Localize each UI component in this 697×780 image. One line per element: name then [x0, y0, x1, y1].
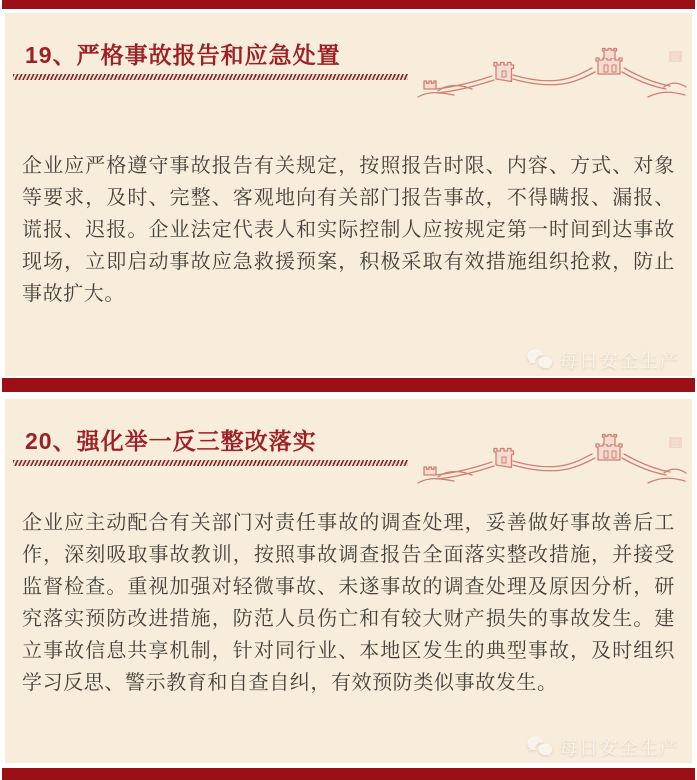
section-20-heading	[25, 423, 317, 456]
hatch-divider	[13, 74, 408, 80]
section-title: 严格事故报告和应急处置	[76, 42, 341, 68]
great-wall-illustration	[416, 429, 688, 493]
section-19-heading	[25, 37, 341, 70]
watermark-text: 每日安全生产	[558, 738, 679, 759]
bottom-red-divider-bar	[2, 768, 695, 780]
section-19-card	[5, 13, 692, 376]
section-number: 19、	[25, 42, 77, 68]
seal-icon	[669, 51, 682, 62]
wechat-icon	[526, 348, 553, 372]
top-red-divider-bar	[2, 0, 695, 9]
watermark-text: 每日安全生产	[558, 351, 679, 372]
watermark	[526, 346, 679, 373]
great-wall-illustration	[416, 43, 688, 107]
middle-red-divider-bar	[2, 378, 695, 392]
section-number: 20、	[25, 428, 77, 454]
section-title: 强化举一反三整改落实	[76, 428, 317, 454]
wechat-icon	[526, 735, 553, 759]
section-20-card	[5, 399, 692, 763]
seal-icon	[669, 437, 682, 448]
watermark	[526, 733, 679, 760]
hatch-divider	[13, 460, 408, 466]
section-20-body: 企业应主动配合有关部门对责任事故的调查处理，妥善做好事故善后工作，深刻吸取事故教训，按照事故调查报告全面落实整改措施，并接受监督检查。重视加强对轻微事故、未遂事故的调查处理及原因分析，研究落实预防改进措施，防范人员伤亡和有较大财产损失的事故发生。建立事故信息共享机制，针对同行业、本地区发生的典型事故，及时组织学习反思、警示教育和自查自纠，有效预防类似事故发生。	[22, 512, 675, 694]
section-19-body: 企业应严格遵守事故报告有关规定，按照报告时限、内容、方式、对象等要求，及时、完整、客观地向有关部门报告事故，不得瞒报、漏报、谎报、迟报。企业法定代表人和实际控制人应按规定第一时间到达事故现场，立即启动事故应急救援预案，积极采取有效措施组织抢救，防止事故扩大。	[22, 155, 675, 305]
